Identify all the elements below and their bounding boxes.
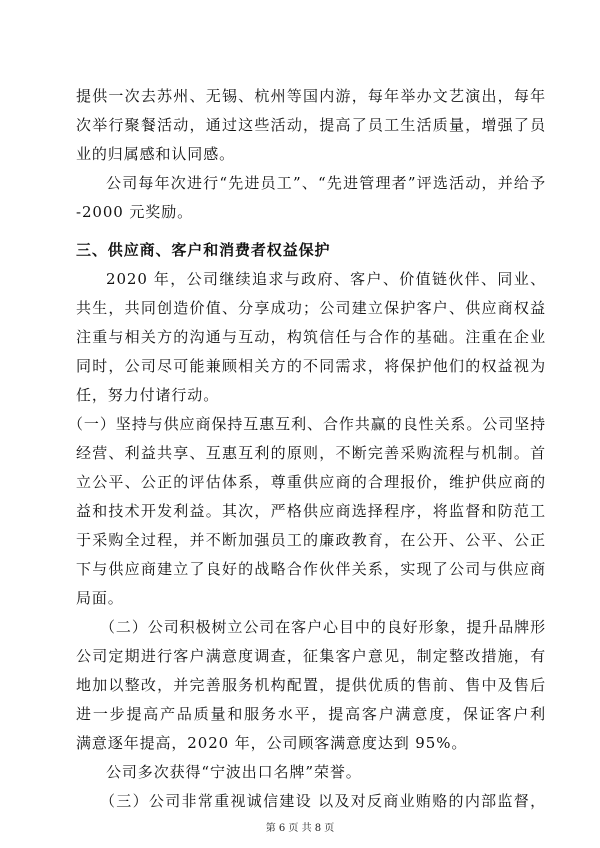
section-heading: 三、供应商、客户和消费者权益保护 — [76, 241, 331, 259]
paragraph-line: 于采购全过程，并不断加强员工的廉政教育，在公开、公平、公正 — [76, 531, 546, 549]
paragraph-line: （三）公司非常重视诚信建设 以及对反商业贿赂的内部监督， — [100, 792, 546, 810]
paragraph-line: -2000 元奖励。 — [76, 203, 194, 221]
paragraph-line: 益和技术开发利益。其次，严格供应商选择程序，将监督和防范工 — [76, 502, 546, 520]
paragraph-line: 满意逐年提高，2020 年，公司顾客满意度达到 95%。 — [76, 734, 468, 752]
paragraph-line: 任，努力付诸行动。 — [76, 386, 220, 404]
paragraph-line: 进一步提高产品质量和服务水平，提高客户满意度，保证客户利 — [76, 705, 546, 723]
paragraph-line: 公司每年次进行“先进员工”、“先进管理者”评选活动，并给予 — [106, 174, 546, 192]
paragraph-line: （一）坚持与供应商保持互惠互利、合作共赢的良性关系。公司坚持 — [68, 415, 546, 433]
paragraph-line: 局面。 — [76, 589, 124, 607]
paragraph-line: 下与供应商建立了良好的战略合作伙伴关系，实现了公司与供应商 — [76, 560, 546, 578]
paragraph-line: 经营、利益共享、互惠互利的原则，不断完善采购流程与机制。首 — [76, 444, 546, 462]
paragraph-line: 同时，公司尽可能兼顾相关方的不同需求，将保护他们的权益视为 — [76, 357, 546, 375]
paragraph-line: 注重与相关方的沟通与互动，构筑信任与合作的基础。注重在企业 — [76, 328, 546, 346]
paragraph-line: 公司定期进行客户满意度调查，征集客户意见，制定整改措施，有 — [76, 647, 546, 665]
paragraph-line: 地加以整改，并完善服务机构配置，提供优质的售前、售中及售后 — [76, 676, 546, 694]
paragraph-line: 共生，共同创造价值、分享成功；公司建立保护客户、供应商权益 — [76, 299, 546, 317]
paragraph-line: 立公平、公正的评估体系，尊重供应商的合理报价，维护供应商的 — [76, 473, 546, 491]
paragraph-line: 提供一次去苏州、无锡、杭州等国内游，每年举办文艺演出，每年 — [76, 87, 546, 105]
paragraph-line: 次举行聚餐活动，通过这些活动，提高了员工生活质量，增强了员 — [76, 116, 546, 134]
paragraph-line: 2020 年，公司继续追求与政府、客户、价值链伙伴、同业、 — [106, 270, 546, 288]
page-number-footer: 第 6 页 共 8 页 — [265, 823, 335, 834]
paragraph-line: 公司多次获得“宁波出口名牌”荣誉。 — [106, 763, 362, 781]
paragraph-line: （二）公司积极树立公司在客户心目中的良好形象，提升品牌形 — [100, 618, 546, 636]
paragraph-line: 业的归属感和认同感。 — [76, 145, 236, 163]
